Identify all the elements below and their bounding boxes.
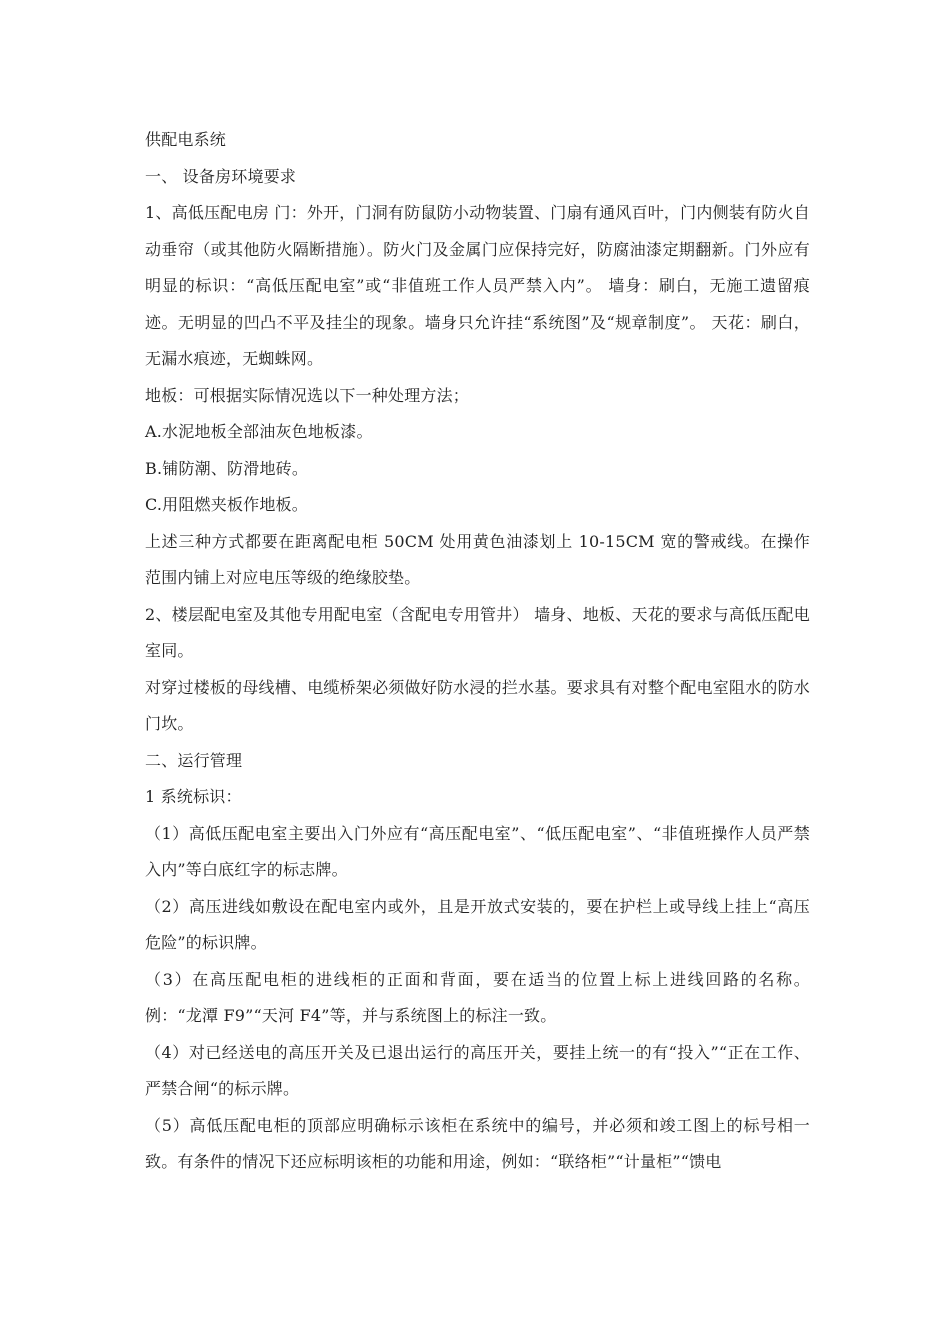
section-heading: 二、运行管理 (145, 750, 243, 770)
list-item: （4）对已经送电的高压开关及已退出运行的高压开关，要挂上统一的有“投入”“正在工作、严禁合闸“的标示牌。 (145, 1042, 810, 1098)
subsection-heading: 1 系统标识： (145, 787, 242, 806)
list-item: （3）在高压配电柜的进线柜的正面和背面，要在适当的位置上标上进线回路的名称。例：“龙潭 F9”“天河 F4”等，并与系统图上的标注一致。 (145, 969, 810, 1025)
document-title: 供配电系统 (145, 130, 227, 149)
section-heading: 一、 设备房环境要求 (145, 166, 297, 186)
list-item: B.铺防潮、防滑地砖。 (145, 458, 309, 478)
list-item: （1）高低压配电室主要出入门外应有“高压配电室”、“低压配电室”、“非值班操作人员严禁入内”等白底红字的标志牌。 (145, 823, 810, 879)
paragraph: 地板：可根据实际情况选以下一种处理方法； (145, 385, 470, 405)
document-body (145, 122, 810, 1181)
list-item: （5）高低压配电柜的顶部应明确标示该柜在系统中的编号，并必须和竣工图上的标号相一致。有条件的情况下还应标明该柜的功能和用途，例如：“联络柜”“计量柜”“馈电 (145, 1115, 810, 1171)
paragraph: 对穿过楼板的母线槽、电缆桥架必须做好防水浸的拦水基。要求具有对整个配电室阻水的防水门坎。 (145, 677, 810, 733)
paragraph: 2、楼层配电室及其他专用配电室（含配电专用管井） 墙身、地板、天花的要求与高低压配电室同。 (145, 604, 810, 660)
paragraph: 上述三种方式都要在距离配电柜 50CM 处用黄色油漆划上 10-15CM 宽的警戒线。在操作范围内铺上对应电压等级的绝缘胶垫。 (145, 531, 810, 587)
list-item: （2）高压进线如敷设在配电室内或外，且是开放式安装的，要在护栏上或导线上挂上“高压危险”的标识牌。 (145, 896, 810, 952)
list-item: C.用阻燃夹板作地板。 (145, 495, 308, 514)
list-item: A.水泥地板全部油灰色地板漆。 (145, 422, 373, 441)
paragraph: 1、高低压配电房 门：外开，门洞有防鼠防小动物装置、门扇有通风百叶，门内侧装有防火自动垂帘（或其他防火隔断措施）。防火门及金属门应保持完好，防腐油漆定期翻新。门外应有明显的标识：“高低压配电室”或“非值班工作人员严禁入内”。 墙身：刷白，无施工遗留痕迹。无明显的凹凸不平及挂尘的现象。墙身只允许挂“系统图”及“规章制度”。 天花：刷白，无漏水痕迹，无蜘蛛网。 (145, 203, 810, 368)
